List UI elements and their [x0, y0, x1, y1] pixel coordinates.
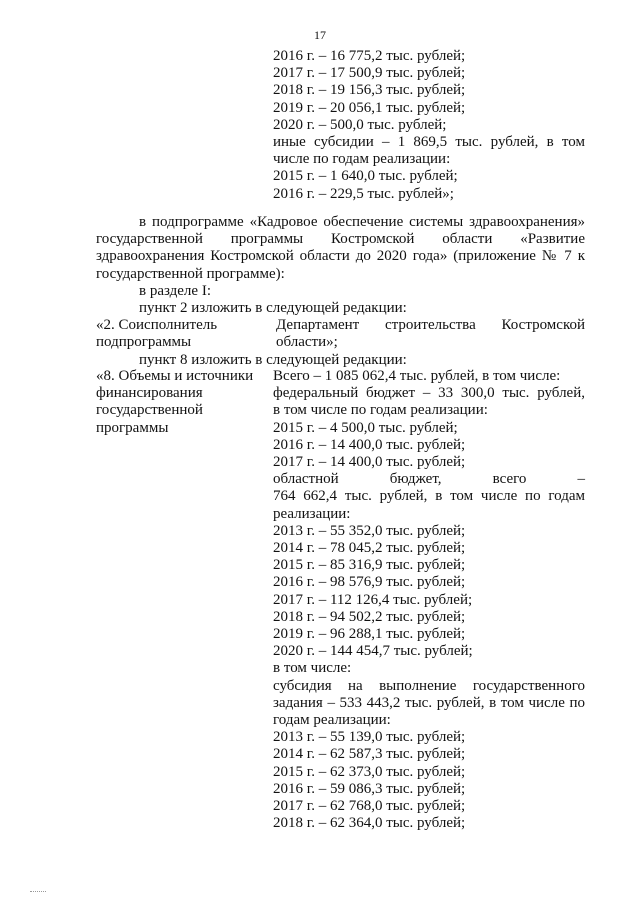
year-line: 2016 г. – 14 400,0 тыс. рублей;: [273, 436, 466, 453]
year-line: 2018 г. – 19 156,3 тыс. рублей;: [273, 82, 466, 99]
paragraph-line: в подпрограмме «Кадровое обеспечение системы здравоохранения»: [139, 214, 585, 230]
point8-value: [273, 368, 585, 832]
year-line: 2020 г. – 500,0 тыс. рублей;: [273, 116, 447, 133]
regional-line: 764 662,4 тыс. рублей, в том числе по годам: [273, 488, 585, 505]
point2-intro: пункт 2 изложить в следующей редакции:: [139, 300, 407, 317]
year-line: 2018 г. – 94 502,2 тыс. рублей;: [273, 608, 466, 625]
regional-line: областной бюджет, всего –: [273, 471, 585, 488]
year-line: 2015 г. – 4 500,0 тыс. рублей;: [273, 419, 458, 436]
year-line: 2016 г. – 16 775,2 тыс. рублей;: [273, 48, 466, 64]
year-line: 2016 г. – 98 576,9 тыс. рублей;: [273, 574, 466, 591]
co-executor-value: Департамент строительства Костромской области»;: [276, 317, 585, 351]
paragraph-line: государственной программе):: [96, 265, 285, 282]
other-subsidies-line: иные субсидии – 1 869,5 тыс. рублей, в том: [273, 134, 585, 151]
year-line: 2017 г. – 17 500,9 тыс. рублей;: [273, 65, 466, 82]
year-line: 2015 г. – 85 316,9 тыс. рублей;: [273, 557, 466, 574]
year-line: 2017 г. – 14 400,0 тыс. рублей;: [273, 454, 466, 471]
paragraph-line: здравоохранения Костромской области до 2020 года» (приложение № 7 к: [96, 248, 585, 265]
total-line: Всего – 1 085 062,4 тыс. рублей, в том числе:: [273, 368, 561, 384]
subsidy-line: задания – 533 443,2 тыс. рублей, в том числе по: [273, 694, 585, 711]
paragraph-line: государственной программы Костромской области «Развитие: [96, 231, 585, 248]
year-line: 2013 г. – 55 139,0 тыс. рублей;: [273, 729, 466, 746]
year-line: 2018 г. – 62 364,0 тыс. рублей;: [273, 815, 466, 832]
co-executor-label: «2. Соисполнитель подпрограммы: [96, 317, 218, 351]
funding-continuation-block: [273, 48, 585, 203]
year-line: 2013 г. – 55 352,0 тыс. рублей;: [273, 522, 466, 539]
scan-artifact: [30, 891, 46, 894]
subsidy-line: годам реализации:: [273, 712, 391, 729]
subsidy-line: субсидия на выполнение государственного: [273, 677, 585, 694]
year-line: 2019 г. – 20 056,1 тыс. рублей;: [273, 99, 466, 116]
year-line: 2020 г. – 144 454,7 тыс. рублей;: [273, 643, 473, 660]
year-line: 2014 г. – 78 045,2 тыс. рублей;: [273, 540, 466, 557]
point8-label: «8. Объемы и источники финансирования государственной программы: [96, 368, 254, 436]
year-line: 2015 г. – 1 640,0 тыс. рублей;: [273, 168, 458, 185]
other-subsidies-line: числе по годам реализации:: [273, 151, 451, 168]
including-line: в том числе:: [273, 660, 352, 677]
year-line: 2016 г. – 229,5 тыс. рублей»;: [273, 185, 454, 202]
point8-intro: пункт 8 изложить в следующей редакции:: [139, 351, 407, 368]
year-line: 2017 г. – 62 768,0 тыс. рублей;: [273, 798, 466, 815]
federal-line: в том числе по годам реализации:: [273, 402, 488, 419]
year-line: 2017 г. – 112 126,4 тыс. рублей;: [273, 591, 473, 608]
section-heading: в разделе I:: [139, 282, 211, 299]
page-number: 17: [314, 28, 326, 42]
year-line: 2019 г. – 96 288,1 тыс. рублей;: [273, 626, 466, 643]
subprogram-paragraph: [96, 214, 585, 369]
federal-line: федеральный бюджет – 33 300,0 тыс. рублей,: [273, 385, 585, 402]
regional-line: реализации:: [273, 505, 351, 522]
year-line: 2016 г. – 59 086,3 тыс. рублей;: [273, 780, 466, 797]
co-executor-row: [96, 317, 585, 351]
year-line: 2015 г. – 62 373,0 тыс. рублей;: [273, 763, 466, 780]
year-line: 2014 г. – 62 587,3 тыс. рублей;: [273, 746, 466, 763]
